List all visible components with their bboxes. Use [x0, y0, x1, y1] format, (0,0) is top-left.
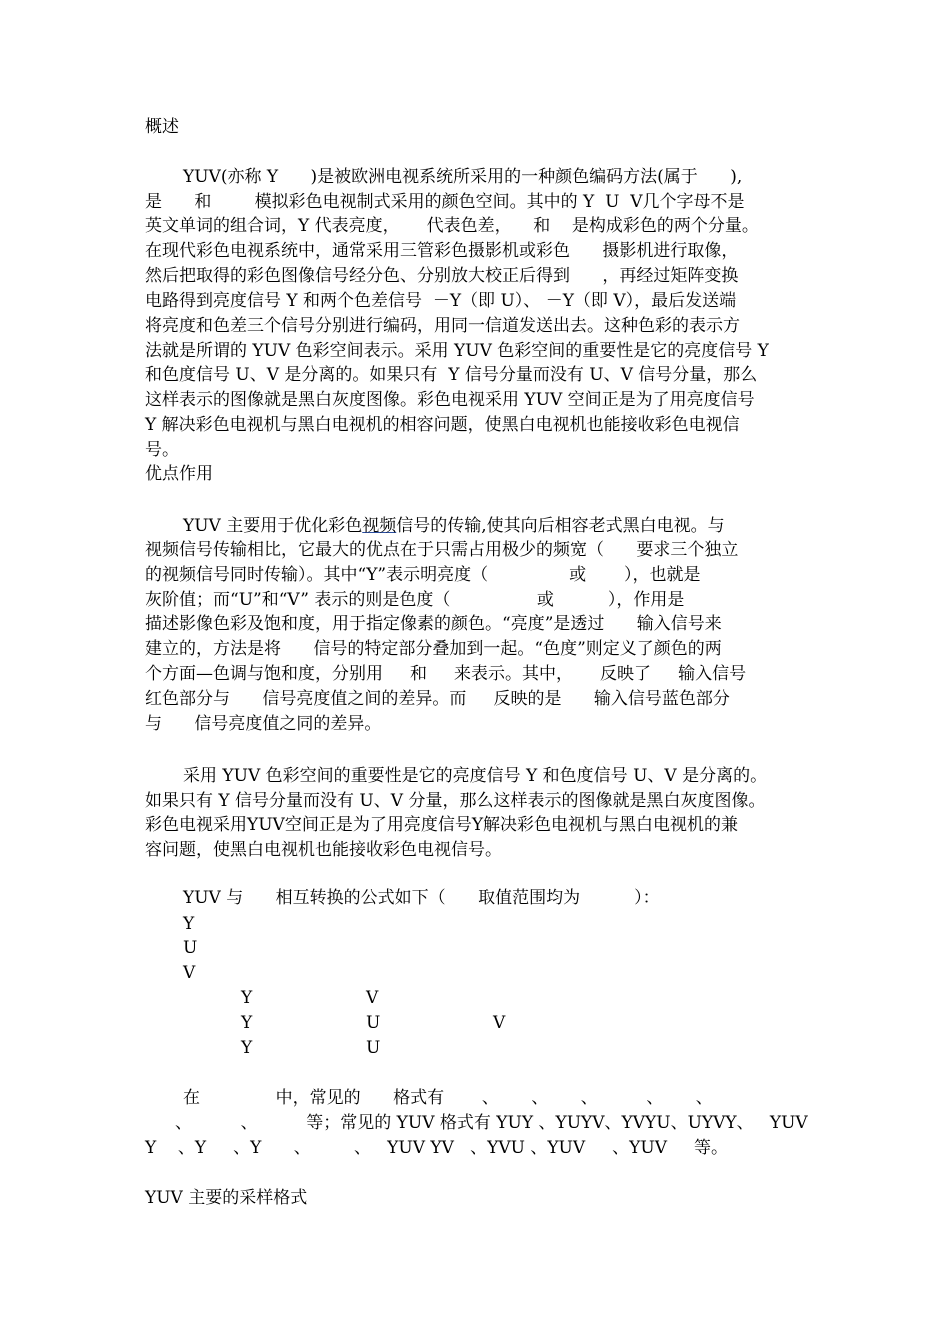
- formats-line: 、 、 等；常见的 YUV 格式有 YUY 、YUYV、YVYU、UYVY、 YUV: [175, 1113, 808, 1133]
- overview-line: 和色度信号 U、V 是分离的。如果只有 Y 信号分量而没有 U、V 信号分量，那么: [145, 365, 758, 385]
- overview-line: 将亮度和色差三个信号分别进行编码，用同一信道发送出去。这种色彩的表示方: [145, 316, 740, 336]
- formula-symbol: U: [366, 1013, 381, 1033]
- importance-line: 彩色电视采用YUV空间正是为了用亮度信号Y解决彩色电视机与黑白电视机的兼: [145, 815, 739, 835]
- overview-line: YUV(亦称 Y )是被欧洲电视系统所采用的一种颜色编码方法(属于 ),: [183, 167, 743, 187]
- overview-line: 然后把取得的彩色图像信号经分色、分别放大校正后得到 ，再经过矩阵变换: [145, 266, 739, 286]
- heading-sampling: YUV 主要的采样格式: [145, 1188, 308, 1208]
- advantages-line: 的视频信号同时传输）。其中“Y”表示明亮度（ 或 ），也就是: [145, 565, 701, 585]
- advantages-first-line: [183, 514, 725, 538]
- overview-line: 法就是所谓的 YUV 色彩空间表示。采用 YUV 色彩空间的重要性是它的亮度信号 Y: [145, 341, 769, 361]
- formula-symbol: Y: [241, 1013, 253, 1033]
- importance-line: 如果只有 Y 信号分量而没有 U、V 分量，那么这样表示的图像就是黑白灰度图像。: [145, 791, 766, 811]
- advantages-text: YUV 主要用于优化彩色: [183, 516, 363, 536]
- advantages-line: 视频信号传输相比，它最大的优点在于只需占用极少的频宽（ 要求三个独立: [145, 540, 739, 560]
- formula-symbol: U: [366, 1038, 381, 1058]
- overview-line: 是 和 模拟彩色电视制式采用的颜色空间。其中的 Y U V几个字母不是: [145, 192, 745, 212]
- advantages-text: 信号的传输,使其向后相容老式黑白电视。与: [396, 516, 725, 536]
- advantages-line: 红色部分与 信号亮度值之间的差异。而 反映的是 输入信号蓝色部分: [145, 689, 730, 709]
- formula-symbol: Y: [241, 1038, 253, 1058]
- advantages-line: 个方面—色调与饱和度，分别用 和 来表示。其中， 反映了 输入信号: [145, 664, 747, 684]
- conversion-intro: YUV 与 相互转换的公式如下（ 取值范围均为 ）：: [183, 888, 660, 908]
- formula-symbol: Y: [241, 988, 253, 1008]
- formula-symbol: U: [183, 938, 198, 958]
- overview-line: 英文单词的组合词，Y 代表亮度， 代表色差， 和 是构成彩色的两个分量。: [145, 216, 759, 236]
- video-link[interactable]: 视频: [362, 516, 397, 536]
- advantages-line: 建立的，方法是将 信号的特定部分叠加到一起。“色度”则定义了颜色的两: [145, 639, 722, 659]
- formula-symbol: Y: [183, 914, 195, 934]
- formula-symbol: V: [366, 988, 379, 1008]
- overview-line: 电路得到亮度信号 Y 和两个色差信号 －Y（即 U）、 －Y（即 V），最后发送端: [145, 291, 737, 311]
- importance-line: 采用 YUV 色彩空间的重要性是它的亮度信号 Y 和色度信号 U、V 是分离的。: [183, 766, 768, 786]
- overview-line: 号。: [145, 440, 179, 460]
- advantages-line: 描述影像色彩及饱和度，用于指定像素的颜色。“亮度”是透过 输入信号来: [145, 614, 722, 634]
- advantages-line: 灰阶值；而“U”和“V” 表示的则是色度（ 或 ），作用是: [145, 590, 685, 610]
- heading-overview: 概述: [145, 117, 179, 137]
- advantages-line: 与 信号亮度值之同的差异。: [145, 714, 382, 734]
- heading-advantages: 优点作用: [145, 464, 213, 484]
- overview-line: 在现代彩色电视系统中，通常采用三管彩色摄影机或彩色 摄影机进行取像，: [145, 241, 739, 261]
- formula-symbol: V: [183, 963, 196, 983]
- formula-symbol: V: [493, 1013, 506, 1033]
- formats-line: Y 、Y 、Y 、 、 YUV YV 、YVU 、YUV 、YUV 等。: [145, 1138, 729, 1158]
- overview-line: Y 解决彩色电视机与黑白电视机的相容问题，使黑白电视机也能接收彩色电视信: [145, 415, 740, 435]
- overview-line: 这样表示的图像就是黑白灰度图像。彩色电视采用 YUV 空间正是为了用亮度信号: [145, 390, 755, 410]
- importance-line: 容问题，使黑白电视机也能接收彩色电视信号。: [145, 840, 502, 860]
- formats-line: 在 中，常见的 格式有 、 、 、 、 、: [183, 1088, 713, 1108]
